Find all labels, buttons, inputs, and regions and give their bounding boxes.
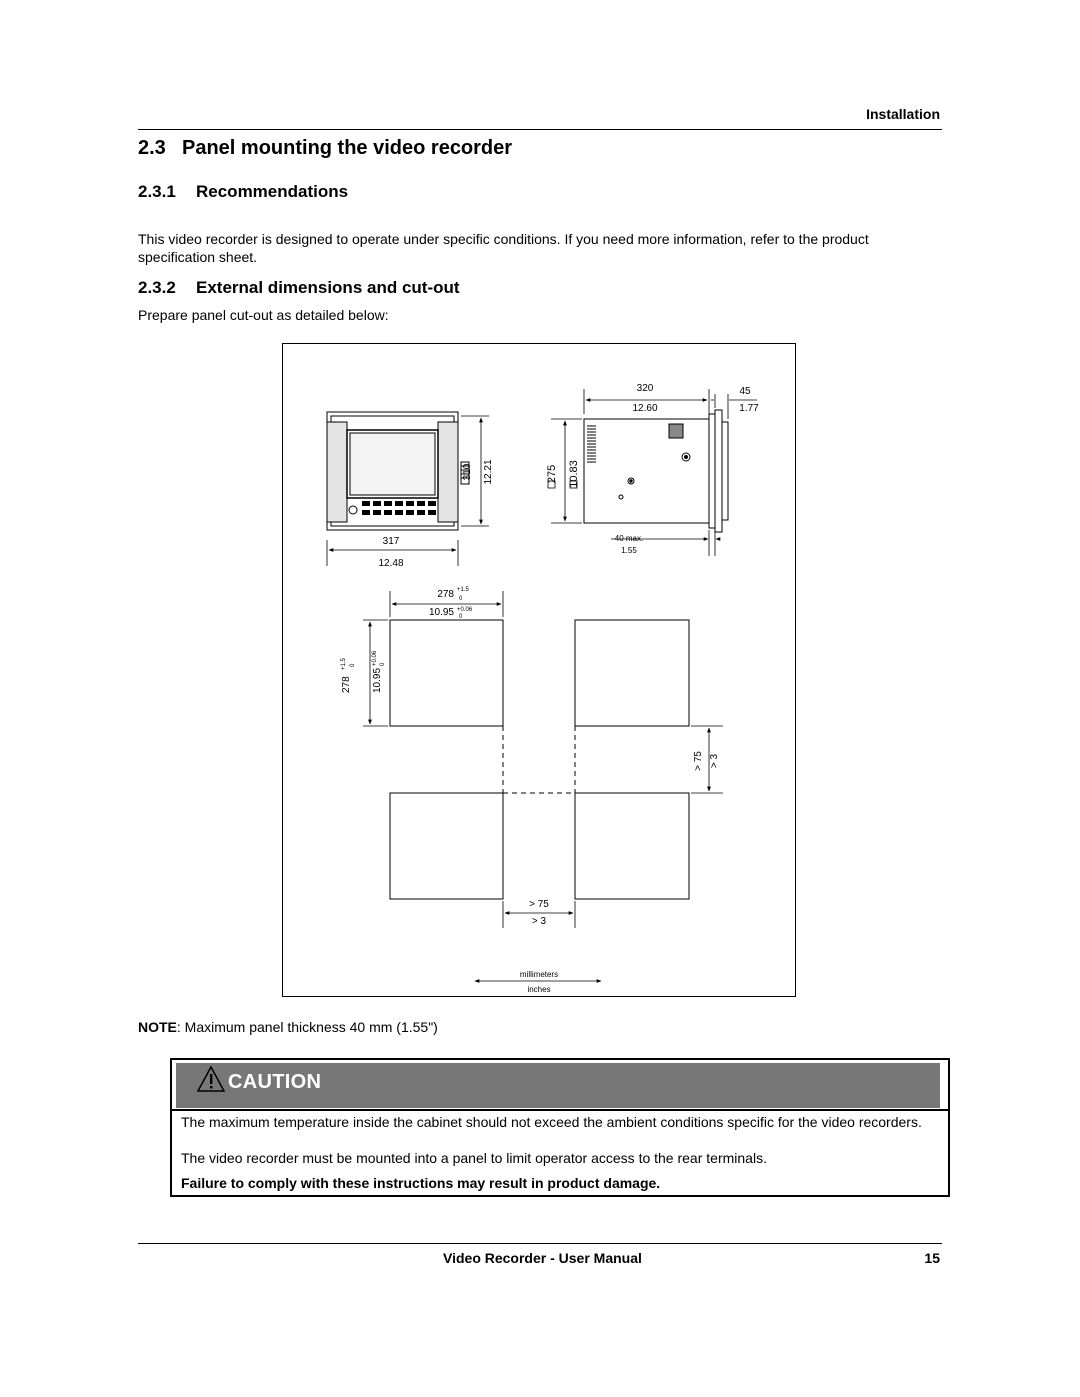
note-label: NOTE <box>138 1019 177 1035</box>
front-width-in: 12.48 <box>378 558 404 569</box>
bezel-in: 1.77 <box>739 403 759 414</box>
cutout-height-in-tol0: 0 <box>380 662 386 666</box>
cutout-width-mm-tol: +1.5 <box>457 587 469 593</box>
units-legend-in: inches <box>527 985 551 994</box>
front-width-mm: 317 <box>382 536 400 547</box>
panel-thickness-in: 1.55 <box>621 546 637 555</box>
caution-text-warning: Failure to comply with these instructions may result in product damage. <box>181 1175 661 1191</box>
cutout-width-in: 10.95 <box>428 607 454 618</box>
warning-triangle-icon <box>196 1065 226 1093</box>
cutout-height-in: 10.95 <box>372 667 383 693</box>
section-heading <box>138 137 512 160</box>
section-title: Panel mounting the video recorder <box>182 137 513 159</box>
page-number: 15 <box>924 1250 940 1266</box>
dimension-drawing <box>282 343 796 997</box>
subsection-heading-dimensions <box>138 278 460 298</box>
dimension-drawing-svg <box>283 344 797 998</box>
cutout-grid <box>390 620 689 899</box>
cutout-height-in-tol: +0.06 <box>372 650 378 666</box>
vertical-gap-mm: > 75 <box>693 751 704 771</box>
subsection-title: Recommendations <box>196 182 349 201</box>
caution-divider <box>172 1109 948 1111</box>
side-height-mm: 275 <box>546 464 558 484</box>
side-depth-mm: 320 <box>636 383 654 394</box>
cutout-height-mm-tol0: 0 <box>350 663 356 667</box>
note-body: : Maximum panel thickness 40 mm (1.55") <box>176 1019 438 1035</box>
side-vents <box>587 426 596 462</box>
front-keypad <box>362 501 436 515</box>
cutout-height-mm-tol: +1.5 <box>341 658 347 670</box>
cutout-width-mm-tol0: 0 <box>459 596 463 602</box>
horizontal-gap-in: > 3 <box>531 916 547 927</box>
note-text <box>138 1019 438 1035</box>
side-height-in: 10.83 <box>568 460 580 488</box>
vertical-gap-in: > 3 <box>709 753 720 769</box>
cutout-height-mm: 278 <box>341 676 352 693</box>
caution-box <box>170 1058 950 1197</box>
subsection-number: 2.3.1 <box>138 182 176 201</box>
dimensions-intro-text: Prepare panel cut-out as detailed below: <box>138 307 389 323</box>
cutout-width-in-tol0: 0 <box>459 614 463 620</box>
cutout-width-in-tol: +0.06 <box>457 607 473 613</box>
caution-text-temperature: The maximum temperature inside the cabinet should not exceed the ambient conditions specific for the video recorders. <box>181 1114 922 1130</box>
caution-title: CAUTION <box>228 1071 322 1093</box>
subsection-title: External dimensions and cut-out <box>196 278 460 297</box>
subsection-heading-recommendations <box>138 182 348 202</box>
horizontal-gap-mm: > 75 <box>529 899 549 910</box>
running-header-section: Installation <box>866 106 940 122</box>
side-view <box>584 410 728 532</box>
footer-title: Video Recorder - User Manual <box>443 1250 642 1266</box>
recommendations-text: This video recorder is designed to operate under specific conditions. If you need more information, refer to the product specification sheet. <box>138 231 869 265</box>
caution-text-mounting: The video recorder must be mounted into a panel to limit operator access to the rear terminals. <box>181 1150 767 1166</box>
cutout-width-mm: 278 <box>437 589 454 600</box>
section-number: 2.3 <box>138 137 166 159</box>
footer-rule <box>138 1243 942 1244</box>
subsection-number: 2.3.2 <box>138 278 176 297</box>
side-depth-in: 12.60 <box>632 403 658 414</box>
panel-thickness-mm: 40 max. <box>614 534 644 543</box>
caution-header-bar <box>176 1063 940 1108</box>
header-rule <box>138 129 942 130</box>
bezel-mm: 45 <box>739 386 751 397</box>
units-legend-mm: millimeters <box>519 970 559 979</box>
front-height-in: 12.21 <box>483 459 494 485</box>
front-height-mm: 310 <box>462 463 473 481</box>
